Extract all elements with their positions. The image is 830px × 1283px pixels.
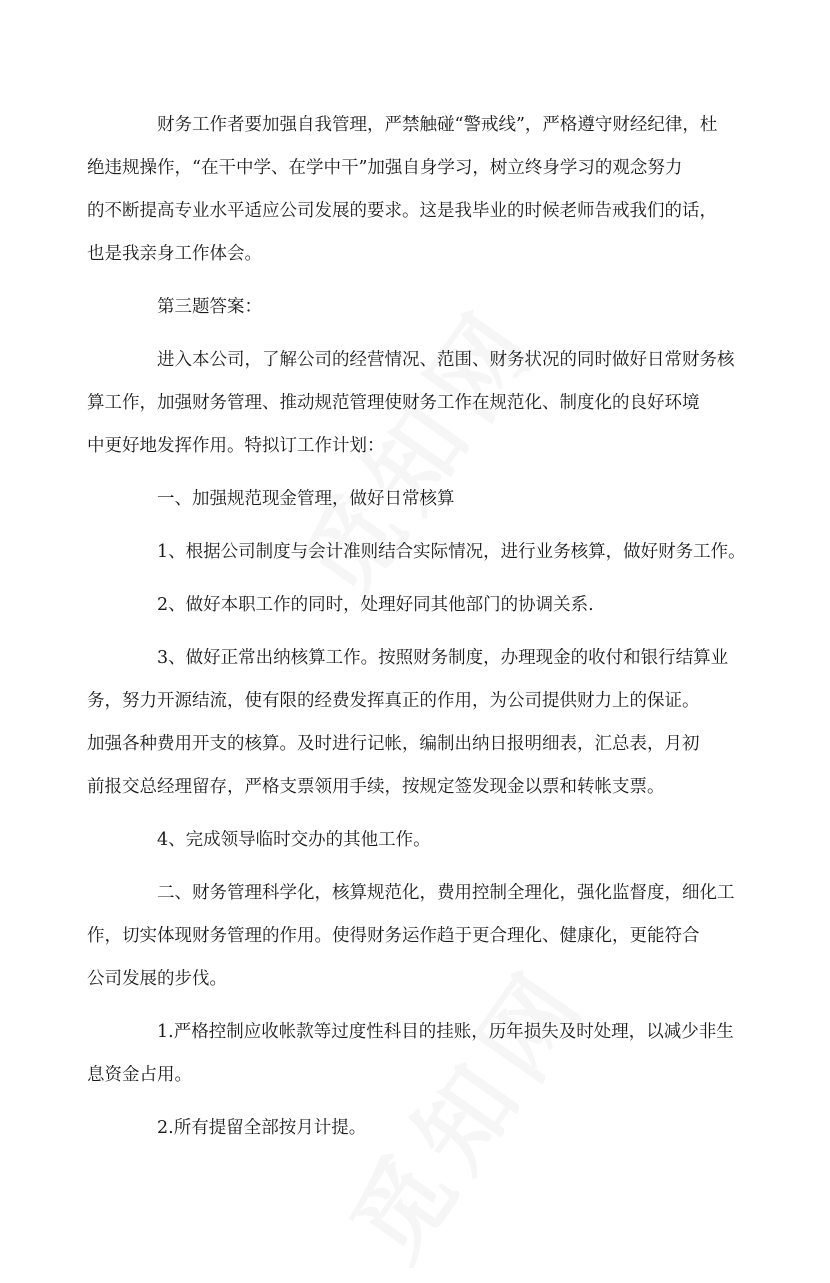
text-line: 作，切实体现财务管理的作用。使得财务运作趋于更合理化、健康化，更能符合	[87, 926, 700, 946]
document-body	[87, 104, 746, 1150]
list-item-1	[122, 531, 746, 574]
text-line: 财务工作者要加强自我管理，严禁触碰“警戒线”，严格遵守财经纪律，杜	[157, 115, 718, 135]
list-item-4	[122, 819, 718, 862]
text-line: 3、做好正常出纳核算工作。按照财务制度，办理现金的收付和银行结算业	[157, 648, 729, 668]
text-line: 息资金占用。	[87, 1065, 192, 1085]
sub-item-2	[122, 1107, 718, 1150]
text-line: 加强各种费用开支的核算。及时进行记帐，编制出纳日报明细表，汇总表，月初	[87, 734, 700, 754]
list-item-2	[122, 584, 718, 627]
text-line: 1.严格控制应收帐款等过度性科目的挂账，历年损失及时处理，以减少非生	[157, 1022, 734, 1042]
text-line: 第三题答案：	[157, 297, 262, 317]
heading-section-one	[122, 478, 718, 521]
text-line: 算工作，加强财务管理、推动规范管理使财务工作在规范化、制度化的良好环境	[87, 393, 700, 413]
text-line: 2、做好本职工作的同时，处理好同其他部门的协调关系.	[157, 595, 594, 615]
text-line: 1、根据公司制度与会计准则结合实际情况，进行业务核算，做好财务工作。	[157, 542, 746, 562]
text-line: 公司发展的步伐。	[87, 969, 227, 989]
paragraph-self-management	[87, 104, 718, 276]
text-line: 一、加强规范现金管理，做好日常核算	[157, 489, 455, 509]
list-item-3	[87, 637, 729, 809]
text-line: 绝违规操作，“在干中学、在学中干”加强自身学习，树立终身学习的观念努力	[87, 158, 683, 178]
section-heading-q3	[122, 286, 718, 329]
paragraph-intro	[87, 339, 735, 468]
text-line: 2.所有提留全部按月计提。	[157, 1118, 367, 1138]
text-line: 进入本公司，了解公司的经营情况、范围、财务状况的同时做好日常财务核	[157, 350, 735, 370]
text-line: 务，努力开源结流，使有限的经费发挥真正的作用，为公司提供财力上的保证。	[87, 691, 700, 711]
text-line: 中更好地发挥作用。特拟订工作计划：	[87, 436, 385, 456]
text-line: 也是我亲身工作体会。	[87, 244, 262, 264]
text-line: 4、完成领导临时交办的其他工作。	[157, 830, 431, 850]
text-line: 的不断提高专业水平适应公司发展的要求。这是我毕业的时候老师告戒我们的话，	[87, 201, 717, 221]
text-line: 前报交总经理留存，严格支票领用手续，按规定签发现金以票和转帐支票。	[87, 777, 665, 797]
text-line: 二、财务管理科学化，核算规范化，费用控制全理化，强化监督度，细化工	[157, 883, 735, 903]
sub-item-1	[87, 1011, 734, 1097]
heading-section-two	[87, 872, 735, 1001]
